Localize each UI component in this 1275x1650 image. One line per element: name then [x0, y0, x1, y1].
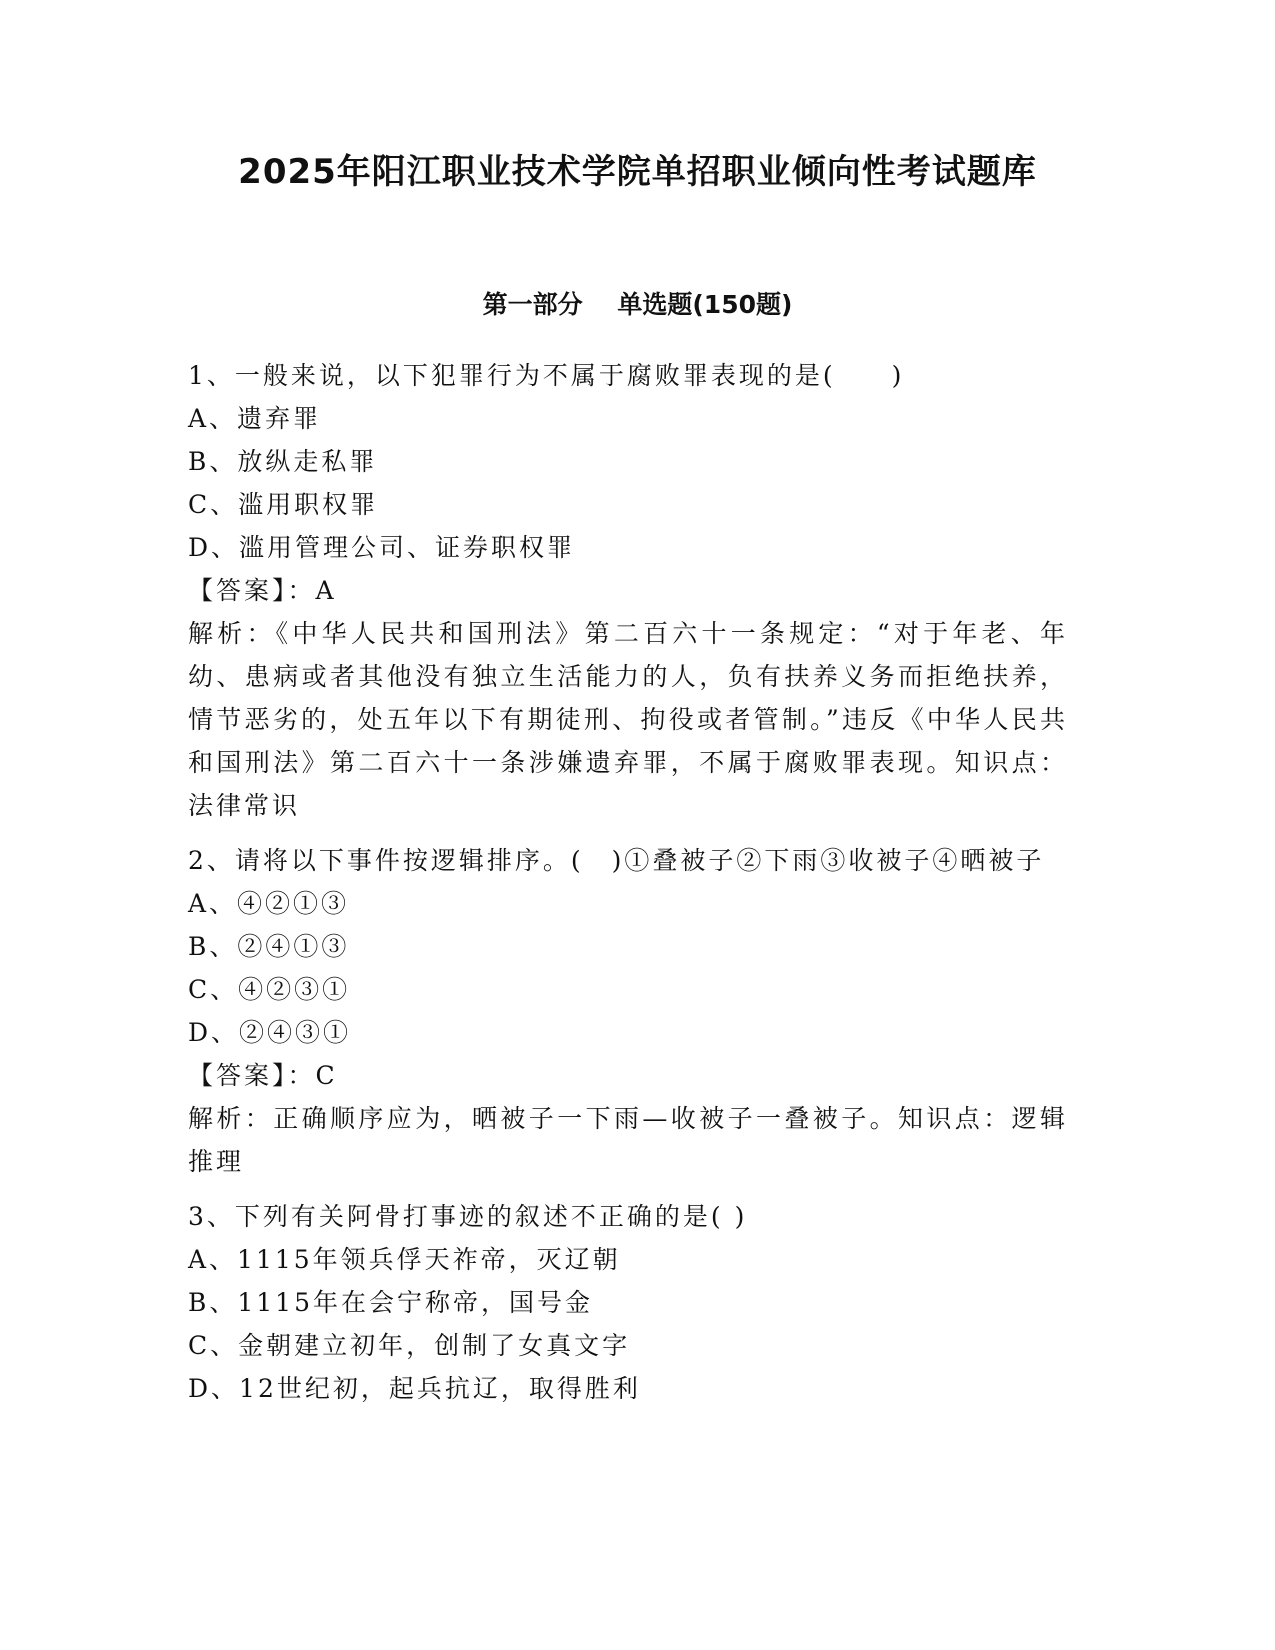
option-a: A、④②①③ [188, 889, 350, 918]
option-d: D、滥用管理公司、证券职权罪 [188, 533, 576, 562]
option-b: B、②④①③ [188, 932, 350, 961]
analysis-text: 解析：正确顺序应为，晒被子一下雨—收被子一叠被子。知识点：逻辑推理 [188, 1104, 1068, 1176]
question-list [188, 354, 1068, 1410]
question-stem: 3、下列有关阿骨打事迹的叙述不正确的是( ) [188, 1202, 748, 1231]
document-title: 2025年阳江职业技术学院单招职业倾向性考试题库 [238, 152, 1037, 192]
question-spacer [188, 1183, 1068, 1195]
question-2 [188, 839, 1068, 1183]
option-b: B、放纵走私罪 [188, 447, 378, 476]
option-b: B、1115年在会宁称帝，国号金 [188, 1288, 593, 1317]
section-title: 第一部分 单选题(150题) [482, 290, 793, 319]
option-d: D、②④③① [188, 1018, 352, 1047]
question-stem: 1、一般来说，以下犯罪行为不属于腐败罪表现的是( ) [188, 361, 905, 390]
question-1 [188, 354, 1068, 827]
option-a: A、1115年领兵俘天祚帝，灭辽朝 [188, 1245, 621, 1274]
option-c: C、金朝建立初年，创制了女真文字 [188, 1331, 631, 1360]
option-c: C、④②③① [188, 975, 351, 1004]
analysis-text: 解析：《中华人民共和国刑法》第二百六十一条规定：“对于年老、年幼、患病或者其他没有独立生活能力的人，负有扶养义务而拒绝扶养，情节恶劣的，处五年以下有期徒刑、拘役或者管制。”违反《中华人民共和国刑法》第二百六十一条涉嫌遗弃罪，不属于腐败罪表现。知识点：法律常识 [188, 619, 1068, 820]
option-d: D、12世纪初，起兵抗辽，取得胜利 [188, 1374, 641, 1403]
option-c: C、滥用职权罪 [188, 490, 379, 519]
answer-line: 【答案】：C [188, 1061, 338, 1090]
answer-line: 【答案】：A [188, 576, 337, 605]
question-stem: 2、请将以下事件按逻辑排序。( )①叠被子②下雨③收被子④晒被子 [188, 846, 1045, 875]
option-a: A、遗弃罪 [188, 404, 322, 433]
question-3 [188, 1195, 1068, 1410]
question-spacer [188, 827, 1068, 839]
